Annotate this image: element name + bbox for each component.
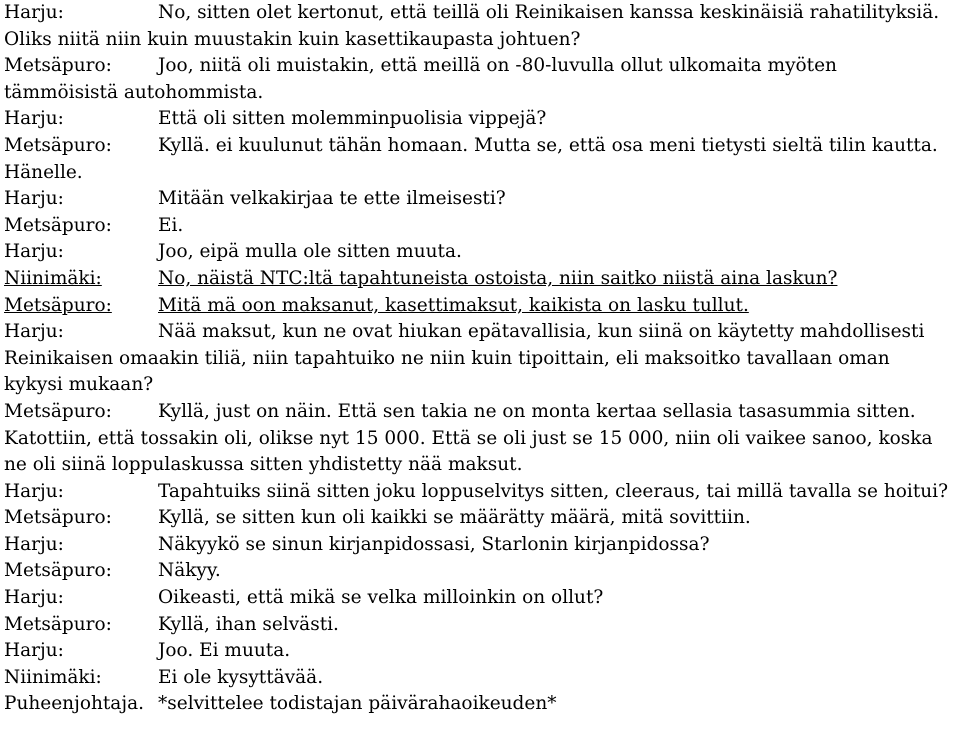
transcript-line: [4, 452, 958, 479]
transcript-line: [4, 691, 958, 718]
utterance-text: Joo. Ei muuta.: [158, 640, 291, 662]
speaker-label: Harju:: [4, 241, 64, 263]
speaker-label: Niinimäki:: [4, 666, 102, 688]
speaker-label: Metsäpuro:: [4, 214, 112, 236]
utterance-text: Kyllä, se sitten kun oli kaikki se määrätty määrä, mitä sovittiin.: [158, 507, 751, 529]
speaker-label: Harju:: [4, 640, 64, 662]
utterance-continuation: tämmöisistä autohommista.: [4, 81, 264, 103]
transcript: [4, 0, 958, 718]
transcript-line: [4, 319, 958, 346]
transcript-line: [4, 293, 958, 320]
speaker-label: Harju:: [4, 533, 64, 555]
transcript-line: [4, 585, 958, 612]
utterance-continuation: Katottiin, että tossakin oli, olikse nyt 15 000. Että se oli just se 15 000, niin oli vaikee sanoo, koska: [4, 427, 933, 449]
speaker-label: Metsäpuro:: [4, 134, 112, 156]
utterance-text: Että oli sitten molemminpuolisia vippejä?: [158, 108, 547, 130]
transcript-line: [4, 186, 958, 213]
utterance-continuation: Reinikaisen omaakin tiliä, niin tapahtuiko ne niin kuin tipoittain, eli maksoitko tavallaan oman: [4, 347, 890, 369]
transcript-line: [4, 80, 958, 107]
transcript-line: [4, 532, 958, 559]
utterance-continuation: ne oli siinä loppulaskussa sitten yhdistetty nää maksut.: [4, 454, 523, 476]
speaker-label: Harju:: [4, 480, 64, 502]
utterance-text: Kyllä. ei kuulunut tähän homaan. Mutta se, että osa meni tietysti sieltä tilin kautta.: [158, 134, 938, 156]
transcript-line: [4, 638, 958, 665]
speaker-label: Harju:: [4, 321, 64, 343]
transcript-line: [4, 0, 958, 27]
utterance-text: Ei ole kysyttävää.: [158, 666, 324, 688]
transcript-line: [4, 426, 958, 453]
transcript-line: [4, 239, 958, 266]
transcript-line: [4, 399, 958, 426]
utterance-text: Joo, eipä mulla ole sitten muuta.: [158, 241, 462, 263]
transcript-line: [4, 27, 958, 54]
speaker-label: Metsäpuro:: [4, 507, 112, 529]
transcript-line: [4, 479, 958, 506]
transcript-line: [4, 372, 958, 399]
speaker-label: Metsäpuro:: [4, 294, 112, 316]
utterance-continuation: Hänelle.: [4, 161, 83, 183]
transcript-line: [4, 665, 958, 692]
utterance-text: Näkyy.: [158, 560, 221, 582]
transcript-line: [4, 133, 958, 160]
utterance-continuation: Oliks niitä niin kuin muustakin kuin kasettikaupasta johtuen?: [4, 28, 581, 50]
transcript-line: [4, 106, 958, 133]
speaker-label: Harju:: [4, 2, 64, 23]
speaker-label: Harju:: [4, 108, 64, 130]
speaker-label: Metsäpuro:: [4, 560, 112, 582]
utterance-continuation: kykysi mukaan?: [4, 374, 154, 396]
transcript-line: [4, 505, 958, 532]
utterance-text: Mitään velkakirjaa te ette ilmeisesti?: [158, 188, 506, 210]
utterance-text: No, näistä NTC:ltä tapahtuneista ostoista, niin saitko niistä aina laskun?: [158, 267, 838, 289]
utterance-text: Tapahtuiks siinä sitten joku loppuselvitys sitten, cleeraus, tai millä tavalla se hoitui?: [158, 480, 949, 502]
transcript-line: [4, 266, 958, 293]
utterance-text: Kyllä, just on näin. Että sen takia ne on monta kertaa sellasia tasasummia sitten.: [158, 400, 916, 422]
speaker-label: Harju:: [4, 587, 64, 609]
transcript-line: [4, 346, 958, 373]
transcript-line: [4, 558, 958, 585]
speaker-label: Metsäpuro:: [4, 400, 112, 422]
transcript-line: [4, 160, 958, 187]
utterance-text: Näkyykö se sinun kirjanpidossasi, Starlonin kirjanpidossa?: [158, 533, 710, 555]
utterance-text: Ei.: [158, 214, 184, 236]
transcript-line: [4, 53, 958, 80]
speaker-label: Niinimäki:: [4, 267, 102, 289]
utterance-text: Joo, niitä oli muistakin, että meillä on -80-luvulla ollut ulkomaita myöten: [158, 55, 837, 77]
speaker-label: Metsäpuro:: [4, 613, 112, 635]
utterance-text: *selvittelee todistajan päivärahaoikeuden*: [158, 693, 557, 715]
utterance-text: No, sitten olet kertonut, että teillä oli Reinikaisen kanssa keskinäisiä rahatilityksiä.: [158, 2, 940, 23]
utterance-text: Kyllä, ihan selvästi.: [158, 613, 339, 635]
transcript-line: [4, 213, 958, 240]
utterance-text: Oikeasti, että mikä se velka milloinkin on ollut?: [158, 587, 604, 609]
speaker-label: Metsäpuro:: [4, 55, 112, 77]
utterance-text: Nää maksut, kun ne ovat hiukan epätavallisia, kun siinä on käytetty mahdollisesti: [158, 321, 925, 343]
utterance-text: Mitä mä oon maksanut, kasettimaksut, kaikista on lasku tullut.: [158, 294, 749, 316]
speaker-label: Harju:: [4, 188, 64, 210]
transcript-line: [4, 612, 958, 639]
speaker-label: Puheenjohtaja.: [4, 693, 144, 715]
